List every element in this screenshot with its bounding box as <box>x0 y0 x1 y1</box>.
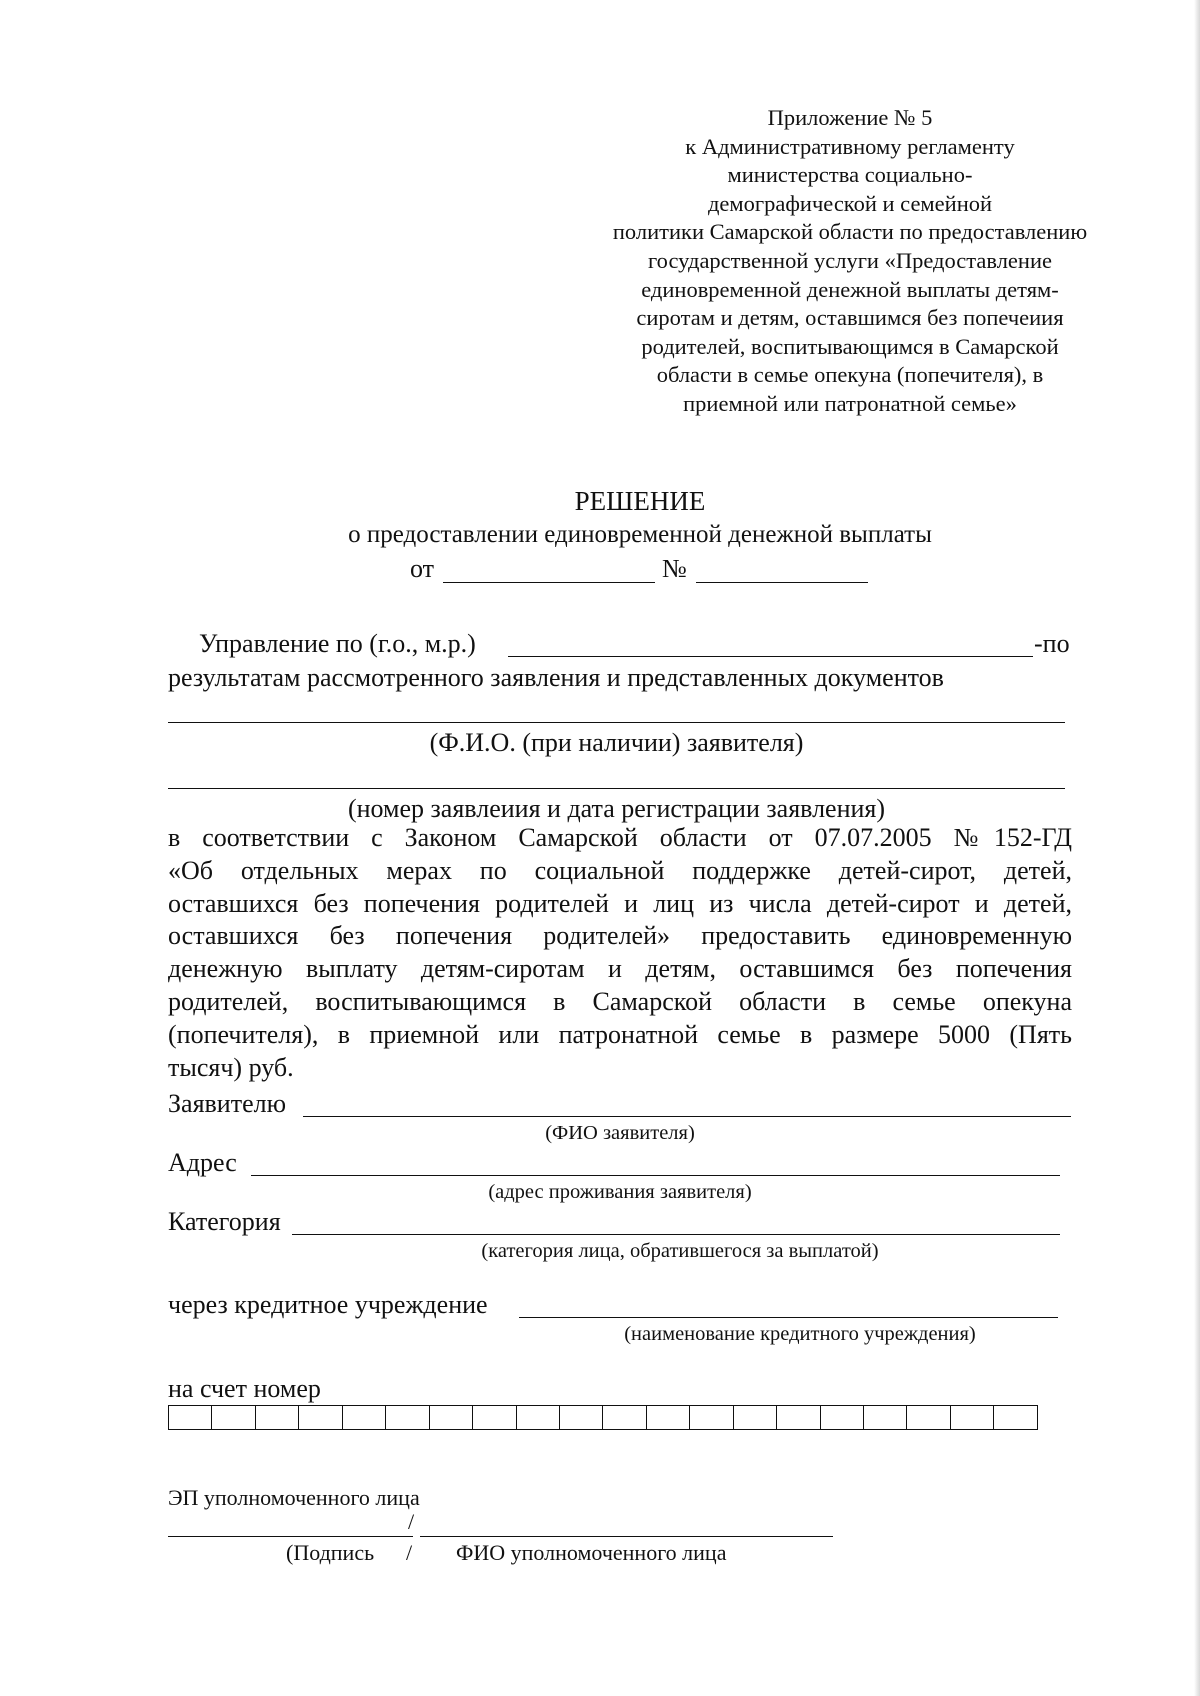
paragraph-line: в соответствии с Законом Самарской области от 07.07.2005 №152-ГД <box>168 823 1072 852</box>
bank-field[interactable] <box>519 1317 1058 1318</box>
account-digit-cell[interactable] <box>256 1405 299 1430</box>
applicant-fio-field[interactable] <box>168 722 1065 723</box>
header-line: Приложение № 5 <box>767 105 933 130</box>
header-line: демографической и семейной <box>707 190 993 216</box>
applicant-caption: (ФИО заявителя) <box>545 1122 695 1144</box>
paragraph-line: родителей, воспитывающимся в Самарской области в семье опекуна <box>168 986 1072 1016</box>
bank-caption: (наименование кредитного учреждения) <box>624 1323 976 1345</box>
account-digit-cell[interactable] <box>299 1405 342 1430</box>
document-title: РЕШЕНИЕ <box>574 486 706 516</box>
signature-slash: / <box>408 1509 415 1534</box>
account-digit-cell[interactable] <box>430 1405 473 1430</box>
paragraph-line: денежную выплату детям-сиротам и детям, оставшимся без попечения <box>168 954 1072 984</box>
department-field[interactable] <box>508 656 1033 657</box>
authorized-person-name-field[interactable] <box>420 1536 833 1537</box>
account-digit-cell[interactable] <box>907 1405 950 1430</box>
account-digit-cell[interactable] <box>864 1405 907 1430</box>
paragraph-line: «Об отдельных мерах по социальной поддержке детей-сирот, детей, <box>168 855 1072 885</box>
signature-label: ЭП уполномоченного лица <box>168 1485 420 1510</box>
paragraph-line: (попечителя), в приемной или патронатной семье в размере 5000 (Пять <box>168 1019 1072 1049</box>
account-digit-cell[interactable] <box>690 1405 733 1430</box>
date-field[interactable] <box>443 582 655 583</box>
account-digit-cell[interactable] <box>734 1405 777 1430</box>
account-digit-cell[interactable] <box>647 1405 690 1430</box>
header-line: приемной или патронатной семье» <box>683 390 1017 416</box>
department-label: Управление по (г.о., м.р.) <box>199 629 476 658</box>
bank-label: через кредитное учреждение <box>168 1290 488 1319</box>
account-digit-cell[interactable] <box>951 1405 994 1430</box>
account-label: на счет номер <box>168 1374 321 1403</box>
signature-caption-slash: / <box>406 1540 413 1565</box>
account-digit-cell[interactable] <box>603 1405 646 1430</box>
header-line: государственной услуги «Предоставление <box>648 247 1052 273</box>
applicant-label: Заявителю <box>168 1089 287 1118</box>
appendix-header <box>580 104 1120 419</box>
paragraph-line: оставшихся без попечения родителей» предоставить единовременную <box>168 921 1072 951</box>
account-digit-cell[interactable] <box>169 1405 212 1430</box>
application-caption: (номер заявлеиия и дата регистрации заявления) <box>347 794 886 823</box>
account-digit-cell[interactable] <box>212 1405 255 1430</box>
header-line: единовременной денежной выплаты детям- <box>641 276 1059 302</box>
category-label: Категория <box>168 1207 281 1236</box>
account-digit-cell[interactable] <box>386 1405 429 1430</box>
applicant-field[interactable] <box>303 1116 1071 1117</box>
document-subtitle: о предоставлении единовременной денежной выплаты <box>348 521 932 548</box>
paragraph-line: оставшихся без попечения родителей и лиц из числа детей-сирот и детей, <box>168 888 1072 918</box>
signature-field[interactable] <box>168 1536 413 1537</box>
header-line: родителей, воспитывающимся в Самарской <box>641 333 1059 359</box>
account-digit-cell[interactable] <box>517 1405 560 1430</box>
address-caption: (адрес проживания заявителя) <box>488 1181 752 1203</box>
number-label: № <box>662 554 687 583</box>
decision-paragraph <box>168 822 1072 1084</box>
fio-caption: (Ф.И.О. (при наличии) заявителя) <box>429 728 804 757</box>
account-digit-cell[interactable] <box>343 1405 386 1430</box>
account-digit-cell[interactable] <box>821 1405 864 1430</box>
category-caption: (категория лица, обратившегося за выплатой) <box>481 1240 879 1262</box>
number-field[interactable] <box>696 582 868 583</box>
signature-caption: (Подпись <box>286 1540 375 1565</box>
category-field[interactable] <box>292 1234 1060 1235</box>
department-continuation: результатам рассмотренного заявления и представленных документов <box>168 663 944 692</box>
address-field[interactable] <box>251 1175 1060 1176</box>
header-line: к Административному регламенту <box>685 133 1015 159</box>
paragraph-line: тысяч) руб. <box>168 1052 294 1082</box>
header-line: министерства социально- <box>727 162 973 188</box>
header-line: сиротам и детям, оставшимся без попечеиия <box>636 305 1064 331</box>
account-number-cells <box>168 1405 1038 1430</box>
department-suffix: -по <box>1034 629 1070 658</box>
date-from-label: от <box>410 554 435 583</box>
application-number-field[interactable] <box>168 788 1065 789</box>
account-digit-cell[interactable] <box>560 1405 603 1430</box>
account-digit-cell[interactable] <box>777 1405 820 1430</box>
header-line: области в семье опекуна (попечителя), в <box>656 362 1044 388</box>
header-line: политики Самарской области по предоставлению <box>612 219 1088 245</box>
authorized-person-caption: ФИО уполномоченного лица <box>456 1540 727 1565</box>
page-edge-shadow <box>1194 0 1200 1696</box>
address-label: Адрес <box>168 1148 237 1177</box>
account-digit-cell[interactable] <box>473 1405 516 1430</box>
account-digit-cell[interactable] <box>994 1405 1037 1430</box>
